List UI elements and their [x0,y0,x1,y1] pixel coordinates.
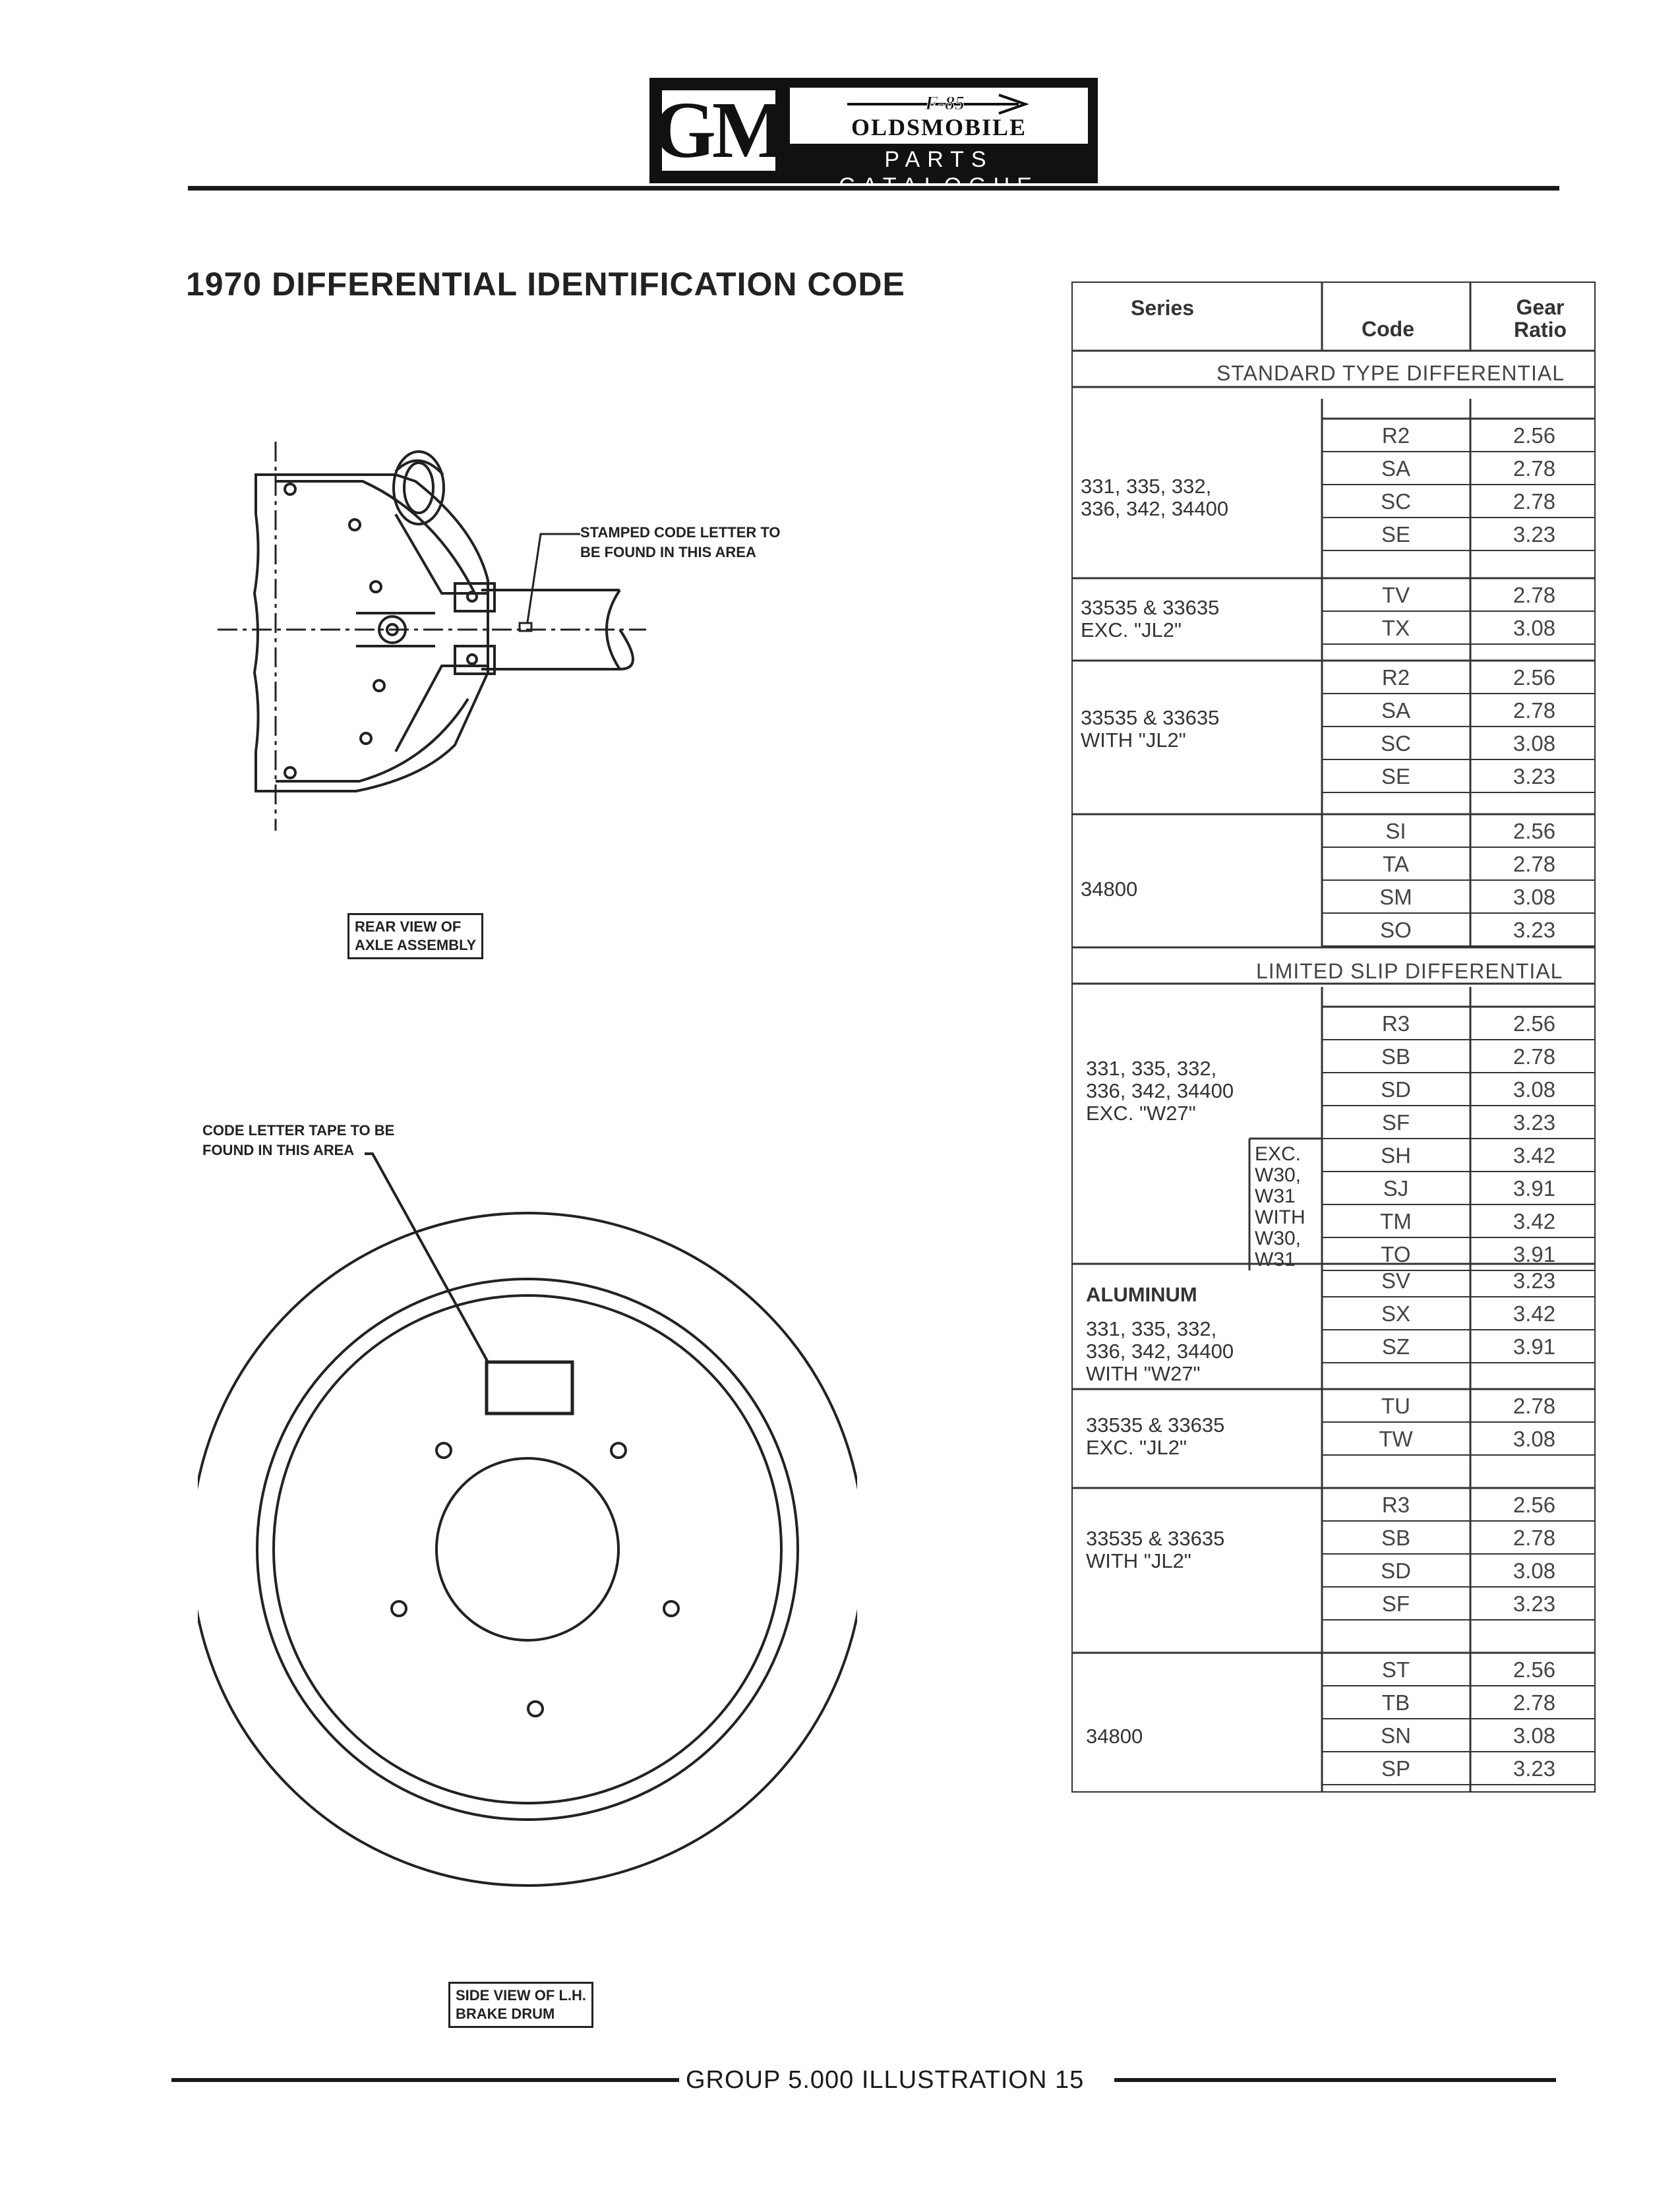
code-cell: SE [1381,764,1411,788]
header-ratio-line-2: Ratio [1514,318,1567,342]
gear-ratio-cell: 2.56 [1513,665,1556,690]
code-cell: SA [1381,456,1411,481]
header-series: Series [1131,296,1195,320]
gear-ratio-cell: 2.78 [1513,489,1556,514]
ls-group-3-series [1086,1414,1224,1459]
ls-group-2-series [1086,1284,1234,1385]
gear-ratio-cell: 2.78 [1513,1394,1556,1418]
gear-ratio-cell: 3.08 [1513,1559,1556,1583]
gear-ratio-cell: 2.78 [1513,1044,1556,1069]
code-cell: SI [1385,819,1406,843]
gear-ratio-cell: 3.91 [1513,1334,1556,1359]
gear-ratio-cell: 3.08 [1513,1077,1556,1102]
series-line: EXC. "W27" [1086,1102,1196,1125]
code-cell: SA [1381,698,1411,723]
code-cell: SF [1381,1591,1410,1616]
gear-ratio-cell: 2.78 [1513,1690,1556,1715]
header-ratio-line-1: Gear [1516,295,1565,319]
footer-rule-right [1114,2078,1556,2082]
subseries-line: WITH [1255,1206,1305,1228]
tape-label-line-2: FOUND IN THIS AREA [202,1142,355,1158]
page-title: 1970 DIFFERENTIAL IDENTIFICATION CODE [186,266,905,303]
series-line: 336, 342, 34400 [1086,1340,1234,1363]
stamped-code-label [580,523,781,562]
section-limited-slip-title: LIMITED SLIP DIFFERENTIAL [1256,959,1563,983]
series-line: ALUMINUM [1086,1283,1197,1306]
code-cell: SN [1381,1723,1411,1748]
gear-ratio-cell: 3.42 [1513,1209,1556,1234]
code-cell: R2 [1381,423,1410,448]
f85-arrow-emblem [841,92,1038,116]
code-cell: SO [1380,918,1412,942]
gear-ratio-cell: 2.78 [1513,1526,1556,1550]
code-cell: SV [1381,1268,1411,1293]
code-cell: SD [1381,1559,1411,1583]
footer-illustration-ref: GROUP 5.000 ILLUSTRATION 15 [686,2066,1085,2094]
emblem-text: F-85 [925,92,965,114]
gear-ratio-cell: 3.08 [1513,885,1556,909]
gear-ratio-cell: 3.23 [1513,1268,1556,1293]
series-line: 33535 & 33635 [1086,1527,1225,1550]
code-cell: TB [1381,1690,1410,1715]
code-cell: TA [1383,852,1409,876]
gear-ratio-cell: 2.56 [1513,1011,1556,1036]
gear-ratio-cell: 3.23 [1513,1110,1556,1135]
code-cell: SZ [1381,1334,1410,1359]
gear-ratio-cell: 3.23 [1513,918,1556,942]
series-line: 34800 [1086,1725,1143,1748]
code-cell: SB [1381,1044,1411,1069]
gear-ratio-cell: 3.23 [1513,1756,1556,1781]
series-line: EXC. "JL2" [1086,1436,1187,1459]
gear-ratio-cell: 2.78 [1513,456,1556,481]
brand-name: OLDSMOBILE [851,114,1027,140]
gear-ratio-cell: 2.78 [1513,852,1556,876]
header-code: Code [1362,317,1414,341]
gear-ratio-cell: 3.08 [1513,731,1556,756]
code-cell: TU [1381,1394,1410,1418]
code-cell: SB [1381,1526,1411,1550]
tape-label-line-1: CODE LETTER TAPE TO BE [202,1122,395,1139]
ls-group-4-series [1086,1528,1224,1572]
series-line: WITH "JL2" [1081,728,1186,752]
gear-ratio-cell: 3.23 [1513,764,1556,788]
std-group-1-series [1081,475,1228,520]
subseries-line: W30, [1255,1228,1302,1249]
gear-ratio-cell: 2.56 [1513,1657,1556,1682]
stamped-label-line-2: BE FOUND IN THIS AREA [580,544,756,560]
gear-ratio-cell: 3.91 [1513,1242,1556,1266]
series-line: 33535 & 33635 [1086,1413,1225,1437]
code-cell: SC [1381,489,1411,514]
stamped-label-line-1: STAMPED CODE LETTER TO [580,524,781,541]
code-cell: ST [1381,1657,1410,1682]
series-line: 33535 & 33635 [1081,596,1220,619]
gear-ratio-cell: 3.08 [1513,1427,1556,1451]
side-view-line-2: BRAKE DRUM [456,2006,555,2022]
header-rule [188,186,1559,191]
gear-ratio-cell: 2.78 [1513,698,1556,723]
header-gear-ratio [1504,296,1576,341]
code-cell: R3 [1381,1493,1410,1517]
code-cell: SJ [1383,1176,1409,1201]
code-cell: TW [1379,1427,1413,1451]
axle-assembly-diagram [198,435,659,844]
std-group-4-series [1081,878,1137,901]
ls-group-1-subseries [1255,1144,1305,1270]
subseries-line: W30, [1255,1164,1302,1186]
ls-group-5-series [1086,1725,1143,1748]
gear-ratio-cell: 2.56 [1513,1493,1556,1517]
code-cell: SF [1381,1110,1410,1135]
gear-ratio-cell: 3.08 [1513,616,1556,640]
gear-ratio-cell: 3.23 [1513,1591,1556,1616]
code-cell: SH [1381,1143,1411,1168]
series-line: 34800 [1081,877,1138,901]
code-cell: SM [1379,885,1412,909]
subseries-line: EXC. [1255,1143,1302,1165]
section-standard-title: STANDARD TYPE DIFFERENTIAL [1216,361,1565,385]
brake-drum-diagram [198,1141,857,1892]
code-cell: SD [1381,1077,1411,1102]
code-cell: SE [1381,522,1411,547]
gm-logo [653,86,785,175]
series-line: 33535 & 33635 [1081,706,1220,729]
gear-ratio-cell: 3.42 [1513,1143,1556,1168]
code-cell: TV [1381,583,1410,607]
std-group-3-series [1081,707,1219,752]
code-cell: R3 [1381,1011,1410,1036]
rear-view-line-2: AXLE ASSEMBLY [355,937,477,953]
subseries-line: W31 [1255,1185,1296,1207]
rear-view-label [347,913,483,959]
ls-group-1-series [1086,1057,1234,1125]
side-view-label [448,1982,593,2028]
gear-ratio-cell: 2.56 [1513,423,1556,448]
side-view-line-1: SIDE VIEW OF L.H. [456,1987,587,2004]
series-line: EXC. "JL2" [1081,618,1182,641]
differential-code-table [1071,282,1596,1793]
code-cell: SX [1381,1301,1411,1326]
std-group-2-series [1081,597,1219,641]
series-line: 331, 335, 332, [1086,1057,1217,1080]
footer-rule-left [171,2078,679,2082]
gear-ratio-cell: 3.08 [1513,1723,1556,1748]
gear-ratio-cell: 2.78 [1513,583,1556,607]
rear-view-line-1: REAR VIEW OF [355,918,462,935]
series-line: WITH "W27" [1086,1362,1201,1385]
gear-ratio-cell: 3.91 [1513,1176,1556,1201]
series-line: 331, 335, 332, [1086,1317,1217,1340]
gm-logo-text: GM [653,86,785,175]
code-cell: SP [1381,1756,1411,1781]
code-cell: TX [1381,616,1410,640]
subseries-line: W31 [1255,1249,1296,1270]
gear-ratio-cell: 3.42 [1513,1301,1556,1326]
catalogue-label: PARTS [884,147,994,172]
code-cell: TO [1381,1242,1411,1266]
series-line: 331, 335, 332, [1081,475,1212,498]
gear-ratio-cell: 2.56 [1513,819,1556,843]
series-line: WITH "JL2" [1086,1549,1191,1572]
code-cell: R2 [1381,665,1410,690]
series-line: 336, 342, 34400 [1081,497,1229,520]
tape-code-label [202,1121,394,1160]
code-cell: SC [1381,731,1411,756]
series-line: 336, 342, 34400 [1086,1079,1234,1102]
code-cell: TM [1380,1209,1412,1234]
gear-ratio-cell: 3.23 [1513,522,1556,547]
